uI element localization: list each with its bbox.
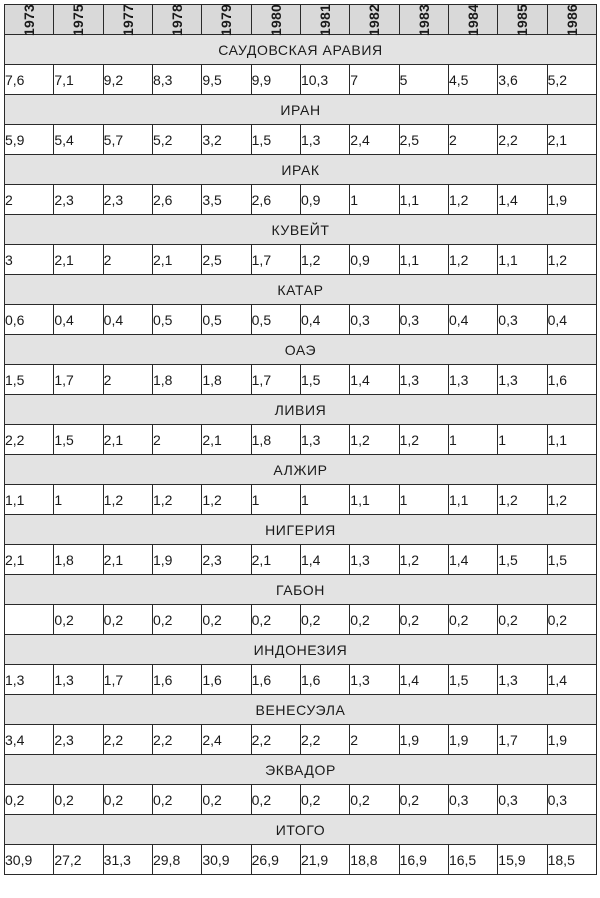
value-cell: 18,8 [350,845,399,875]
value-cell: 1,3 [5,665,54,695]
value-cell: 0,2 [300,605,349,635]
value-cell: 4,5 [448,65,497,95]
value-cell: 2,2 [251,725,300,755]
year-header-1977 [103,5,152,35]
country-row [5,815,597,845]
value-cell: 1,3 [498,665,547,695]
value-cell: 1,1 [399,245,448,275]
country-name: АЛЖИР [5,455,597,485]
value-cell: 1,7 [251,245,300,275]
value-cell: 1,9 [547,725,596,755]
value-cell: 2,1 [103,425,152,455]
value-cell: 1,9 [448,725,497,755]
year-label: 1975 [70,3,87,36]
country-name: ЛИВИЯ [5,395,597,425]
value-cell: 1,3 [448,365,497,395]
value-cell: 0,2 [152,605,201,635]
value-cell: 2,2 [152,725,201,755]
values-row [5,605,597,635]
value-cell: 0,3 [498,305,547,335]
country-row [5,695,597,725]
value-cell: 1 [300,485,349,515]
value-cell: 2,2 [103,725,152,755]
year-header-1986 [547,5,596,35]
value-cell: 0,2 [54,785,103,815]
value-cell: 3,4 [5,725,54,755]
value-cell: 1,3 [350,545,399,575]
value-cell: 1 [251,485,300,515]
value-cell: 2,1 [152,245,201,275]
value-cell: 2 [152,425,201,455]
country-row [5,155,597,185]
value-cell: 18,5 [547,845,596,875]
value-cell: 0,2 [202,785,251,815]
value-cell: 26,9 [251,845,300,875]
value-cell: 0,2 [498,605,547,635]
value-cell: 5,2 [152,125,201,155]
country-name: САУДОВСКАЯ АРАВИЯ [5,35,597,65]
value-cell: 2,4 [350,125,399,155]
value-cell: 1,3 [350,665,399,695]
country-name: ИТОГО [5,815,597,845]
value-cell: 5,2 [547,65,596,95]
country-row [5,635,597,665]
value-cell: 0,9 [300,185,349,215]
value-cell: 1,4 [448,545,497,575]
value-cell: 1,5 [448,665,497,695]
value-cell: 2,1 [547,125,596,155]
country-name: ИРАК [5,155,597,185]
value-cell: 1,6 [547,365,596,395]
country-name: НИГЕРИЯ [5,515,597,545]
country-name: ЭКВАДОР [5,755,597,785]
value-cell: 1,5 [498,545,547,575]
value-cell: 1,7 [103,665,152,695]
value-cell: 1 [498,425,547,455]
values-row [5,485,597,515]
value-cell: 1,9 [547,185,596,215]
country-row [5,275,597,305]
value-cell: 0,5 [251,305,300,335]
country-row [5,35,597,65]
country-row [5,215,597,245]
value-cell: 1,1 [5,485,54,515]
value-cell: 2,5 [202,245,251,275]
value-cell: 1,4 [498,185,547,215]
value-cell: 1,6 [251,665,300,695]
year-header-1984 [448,5,497,35]
value-cell: 2,6 [251,185,300,215]
value-cell: 2,2 [498,125,547,155]
value-cell: 1,5 [54,425,103,455]
values-row [5,65,597,95]
value-cell: 10,3 [300,65,349,95]
value-cell: 7 [350,65,399,95]
value-cell: 5 [399,65,448,95]
value-cell: 1,3 [399,365,448,395]
value-cell: 0,2 [350,785,399,815]
value-cell: 2,3 [202,545,251,575]
value-cell: 1,5 [5,365,54,395]
country-row [5,395,597,425]
value-cell: 2,3 [54,185,103,215]
values-row [5,785,597,815]
value-cell: 1,1 [350,485,399,515]
value-cell: 1,2 [448,185,497,215]
year-label: 1979 [218,3,235,36]
value-cell: 0,2 [152,785,201,815]
values-row [5,185,597,215]
value-cell: 9,5 [202,65,251,95]
value-cell: 16,5 [448,845,497,875]
year-header-1979 [202,5,251,35]
value-cell: 1,8 [202,365,251,395]
values-row [5,845,597,875]
year-label: 1973 [21,3,38,36]
value-cell: 1 [448,425,497,455]
year-header-row [5,5,597,35]
values-row [5,365,597,395]
value-cell: 0,2 [399,605,448,635]
year-header-1982 [350,5,399,35]
value-cell: 1,5 [547,545,596,575]
value-cell: 0,2 [54,605,103,635]
year-label: 1978 [169,3,186,36]
value-cell: 0,3 [448,785,497,815]
values-row [5,545,597,575]
value-cell: 1,4 [547,665,596,695]
value-cell: 1,8 [54,545,103,575]
year-label: 1985 [514,3,531,36]
value-cell: 0,3 [399,305,448,335]
value-cell: 1,6 [300,665,349,695]
value-cell: 30,9 [5,845,54,875]
values-row [5,425,597,455]
value-cell: 1,1 [399,185,448,215]
value-cell: 1,7 [251,365,300,395]
value-cell: 2,1 [54,245,103,275]
table-body [5,35,597,875]
value-cell: 1,1 [547,425,596,455]
value-cell: 0,2 [103,785,152,815]
value-cell: 1 [54,485,103,515]
country-row [5,755,597,785]
production-table [4,4,597,875]
value-cell: 1,6 [202,665,251,695]
value-cell: 2 [103,245,152,275]
country-name: ГАБОН [5,575,597,605]
value-cell: 2,5 [399,125,448,155]
country-name: ВЕНЕСУЭЛА [5,695,597,725]
values-row [5,245,597,275]
value-cell: 0,4 [54,305,103,335]
value-cell: 1,7 [54,365,103,395]
value-cell: 1,4 [350,365,399,395]
year-header-1985 [498,5,547,35]
values-row [5,305,597,335]
value-cell: 0,6 [5,305,54,335]
value-cell: 0,5 [152,305,201,335]
value-cell: 2,1 [103,545,152,575]
year-label: 1981 [317,3,334,36]
value-cell: 2,1 [202,425,251,455]
value-cell: 0,4 [103,305,152,335]
value-cell: 1,2 [448,245,497,275]
country-name: ОАЭ [5,335,597,365]
value-cell: 1,2 [547,245,596,275]
country-row [5,515,597,545]
value-cell: 1 [350,185,399,215]
country-name: КАТАР [5,275,597,305]
value-cell: 1,5 [251,125,300,155]
value-cell: 0,2 [251,785,300,815]
year-header-1983 [399,5,448,35]
value-cell: 0,4 [547,305,596,335]
value-cell: 3,5 [202,185,251,215]
value-cell: 1,3 [498,365,547,395]
value-cell: 2,2 [5,425,54,455]
value-cell: 0,2 [251,605,300,635]
year-header-1973 [5,5,54,35]
year-label: 1983 [415,3,432,36]
values-row [5,725,597,755]
value-cell: 0,2 [5,785,54,815]
value-cell: 16,9 [399,845,448,875]
value-cell: 1,5 [300,365,349,395]
country-row [5,335,597,365]
value-cell: 15,9 [498,845,547,875]
value-cell: 1,1 [448,485,497,515]
country-name: ИРАН [5,95,597,125]
value-cell: 2 [350,725,399,755]
values-row [5,665,597,695]
country-row [5,455,597,485]
value-cell: 0,3 [498,785,547,815]
value-cell: 1,2 [202,485,251,515]
country-row [5,575,597,605]
value-cell: 7,6 [5,65,54,95]
value-cell: 0,3 [350,305,399,335]
value-cell: 1,6 [152,665,201,695]
value-cell: 0,2 [103,605,152,635]
value-cell: 1,3 [54,665,103,695]
value-cell: 3 [5,245,54,275]
value-cell: 1,2 [399,425,448,455]
value-cell: 1,2 [399,545,448,575]
country-row [5,95,597,125]
value-cell: 0,2 [350,605,399,635]
value-cell: 2,3 [54,725,103,755]
value-cell: 27,2 [54,845,103,875]
value-cell: 1,2 [547,485,596,515]
value-cell: 1,2 [152,485,201,515]
value-cell: 1,1 [498,245,547,275]
value-cell: 0,2 [300,785,349,815]
country-name: ИНДОНЕЗИЯ [5,635,597,665]
value-cell: 0,2 [399,785,448,815]
value-cell: 0,9 [350,245,399,275]
value-cell: 2,2 [300,725,349,755]
value-cell: 1,2 [300,245,349,275]
value-cell: 1,9 [399,725,448,755]
value-cell: 31,3 [103,845,152,875]
value-cell: 1 [399,485,448,515]
value-cell: 7,1 [54,65,103,95]
value-cell: 3,2 [202,125,251,155]
value-cell: 0,2 [547,605,596,635]
value-cell: 1,2 [498,485,547,515]
year-header-1981 [300,5,349,35]
value-cell: 0,4 [300,305,349,335]
value-cell: 1,4 [300,545,349,575]
value-cell: 2,3 [103,185,152,215]
year-label: 1984 [465,3,482,36]
value-cell: 30,9 [202,845,251,875]
values-row [5,125,597,155]
value-cell: 9,9 [251,65,300,95]
value-cell: 2,1 [5,545,54,575]
value-cell: 1,3 [300,125,349,155]
country-name: КУВЕЙТ [5,215,597,245]
value-cell [5,605,54,635]
value-cell: 2 [5,185,54,215]
value-cell: 5,9 [5,125,54,155]
value-cell: 0,5 [202,305,251,335]
value-cell: 2,1 [251,545,300,575]
value-cell: 1,8 [152,365,201,395]
value-cell: 1,9 [152,545,201,575]
year-header-1975 [54,5,103,35]
value-cell: 2 [103,365,152,395]
year-header-1980 [251,5,300,35]
value-cell: 9,2 [103,65,152,95]
value-cell: 5,4 [54,125,103,155]
year-header-1978 [152,5,201,35]
year-label: 1977 [119,3,136,36]
value-cell: 5,7 [103,125,152,155]
value-cell: 2,6 [152,185,201,215]
year-label: 1980 [267,3,284,36]
value-cell: 0,3 [547,785,596,815]
value-cell: 0,4 [448,305,497,335]
value-cell: 1,4 [399,665,448,695]
value-cell: 1,3 [300,425,349,455]
value-cell: 8,3 [152,65,201,95]
value-cell: 21,9 [300,845,349,875]
value-cell: 2,4 [202,725,251,755]
value-cell: 0,2 [202,605,251,635]
value-cell: 1,2 [103,485,152,515]
year-label: 1986 [563,3,580,36]
value-cell: 1,7 [498,725,547,755]
value-cell: 0,2 [448,605,497,635]
value-cell: 1,2 [350,425,399,455]
value-cell: 2 [448,125,497,155]
value-cell: 29,8 [152,845,201,875]
value-cell: 3,6 [498,65,547,95]
year-label: 1982 [366,3,383,36]
value-cell: 1,8 [251,425,300,455]
